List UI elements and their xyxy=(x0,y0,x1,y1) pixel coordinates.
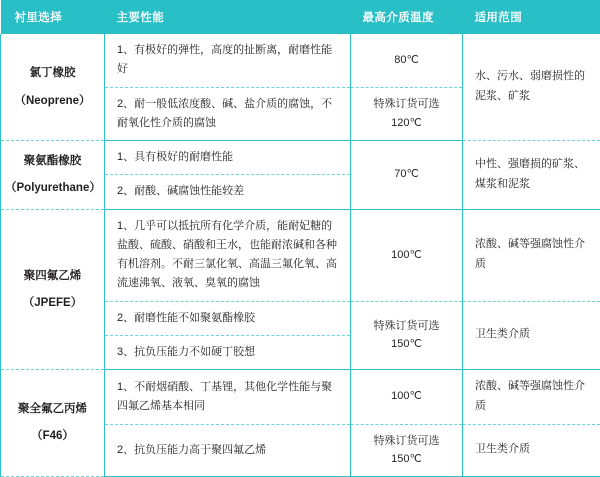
table-body xyxy=(1,34,600,476)
application-cell: 卫生类介质 xyxy=(463,301,600,370)
column-header-application: 适用范围 xyxy=(463,0,600,34)
performance-cell: 1、不耐烟硝酸、丁基锂，其他化学性能与聚四氟乙烯基本相同 xyxy=(105,370,351,425)
performance-cell: 2、耐一般低浓度酸、碱、盐介质的腐蚀，不耐氧化性介质的腐蚀 xyxy=(105,87,351,141)
material-name-en: （F46） xyxy=(5,426,100,446)
column-header-max-temperature: 最高介质温度 xyxy=(351,0,463,34)
temperature-primary: 100℃ xyxy=(391,390,422,402)
temperature-primary: 特殊订货可选 xyxy=(374,320,440,332)
performance-cell: 2、耐磨性能不如聚氨酯橡胶 xyxy=(105,301,351,335)
temperature-primary: 70℃ xyxy=(394,168,419,180)
temperature-cell xyxy=(351,424,463,476)
material-name-cn: 氯丁橡胶 xyxy=(5,63,100,83)
application-cell: 卫生类介质 xyxy=(463,424,600,476)
application-cell: 浓酸、碱等强腐蚀性介质 xyxy=(463,370,600,425)
column-header-lining: 衬里选择 xyxy=(1,0,105,34)
material-name-en: （Polyurethane） xyxy=(5,178,100,198)
temperature-cell xyxy=(351,209,463,301)
material-name-cn: 聚全氟乙丙烯 xyxy=(5,399,100,419)
performance-cell: 2、抗负压能力高于聚四氟乙烯 xyxy=(105,424,351,476)
temperature-primary: 100℃ xyxy=(391,249,422,261)
table-row xyxy=(1,141,600,175)
performance-cell: 1、有极好的弹性，高度的扯断离，耐磨性能好 xyxy=(105,34,351,87)
temperature-cell xyxy=(351,301,463,370)
material-name-en: （JPEFE） xyxy=(5,293,100,313)
temperature-cell xyxy=(351,141,463,210)
table-header xyxy=(1,0,600,34)
material-name-en: （Neoprene） xyxy=(5,91,100,111)
material-cell-ptfe xyxy=(1,209,105,370)
performance-cell: 3、抗负压能力不如硬丁胶想 xyxy=(105,335,351,369)
temperature-primary: 特殊订货可选 xyxy=(374,435,440,447)
application-cell: 水、污水、弱磨损性的泥浆、矿浆 xyxy=(463,34,600,141)
table-row xyxy=(1,370,600,425)
temperature-optional: 150℃ xyxy=(357,335,456,354)
temperature-optional: 150℃ xyxy=(357,450,456,469)
performance-cell: 1、几乎可以抵抗所有化学介质，能耐妃糖的盐酸、硫酸、硝酸和王水，也能耐浓碱和各种有机溶剂。不耐三氯化氧、高温三氟化氧、高流速沸氧、液氧、臭氧的腐蚀 xyxy=(105,209,351,301)
material-cell-fep xyxy=(1,370,105,477)
table-row xyxy=(1,34,600,87)
application-cell: 浓酸、碱等强腐蚀性介质 xyxy=(463,209,600,301)
material-name-cn: 聚四氟乙烯 xyxy=(5,266,100,286)
material-name-cn: 聚氨酯橡胶 xyxy=(5,151,100,171)
temperature-primary: 特殊订货可选 xyxy=(374,98,440,110)
temperature-cell xyxy=(351,87,463,141)
temperature-optional: 120℃ xyxy=(357,114,456,133)
table-header-row xyxy=(1,0,600,34)
performance-cell: 1、具有极好的耐磨性能 xyxy=(105,141,351,175)
material-cell-polyurethane xyxy=(1,141,105,210)
table-row xyxy=(1,209,600,301)
temperature-cell xyxy=(351,370,463,425)
material-cell-neoprene xyxy=(1,34,105,141)
temperature-primary: 80℃ xyxy=(394,54,419,66)
performance-cell: 2、耐酸、碱腐蚀性能较差 xyxy=(105,175,351,209)
temperature-cell xyxy=(351,34,463,87)
column-header-performance: 主要性能 xyxy=(105,0,351,34)
application-cell: 中性、强磨损的矿浆、煤浆和泥浆 xyxy=(463,141,600,210)
